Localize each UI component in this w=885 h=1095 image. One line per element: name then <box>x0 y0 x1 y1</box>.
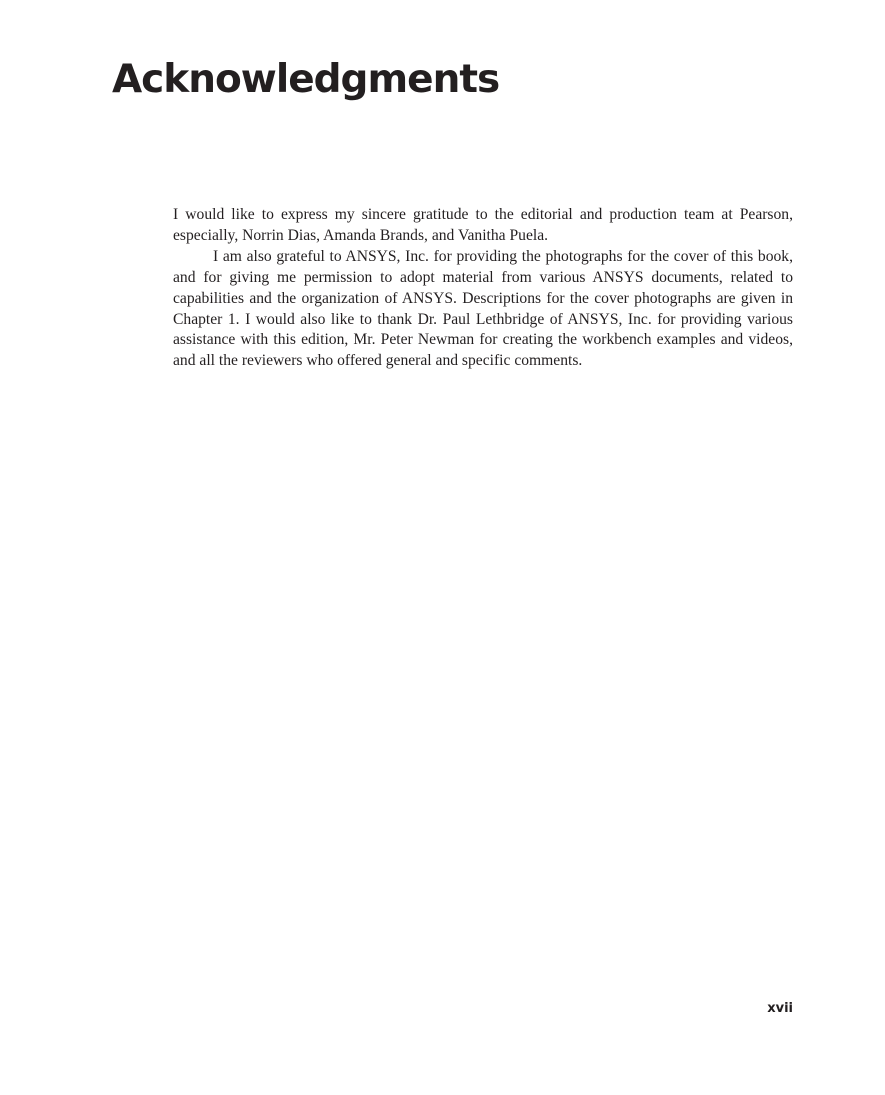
acknowledgments-body <box>173 205 793 372</box>
page-number: xvii <box>767 1001 793 1016</box>
paragraph-2: I am also grateful to ANSYS, Inc. for providing the photographs for the cover of this book, and for giving me permission to adopt material from various ANSYS documents, related to capabilities and the organization of ANSYS. Descriptions for the cover photographs are given in Chapter 1. I would also like to thank Dr. Paul Lethbridge of ANSYS, Inc. for providing various assistance with this edition, Mr. Peter Newman for creating the workbench examples and videos, and all the reviewers who offered general and specific comments. <box>173 247 793 370</box>
page-title: Acknowledgments <box>112 57 500 102</box>
paragraph-1: I would like to express my sincere gratitude to the editorial and production team at Pearson, especially, Norrin Dias, Amanda Brands, and Vanitha Puela. <box>173 206 793 244</box>
